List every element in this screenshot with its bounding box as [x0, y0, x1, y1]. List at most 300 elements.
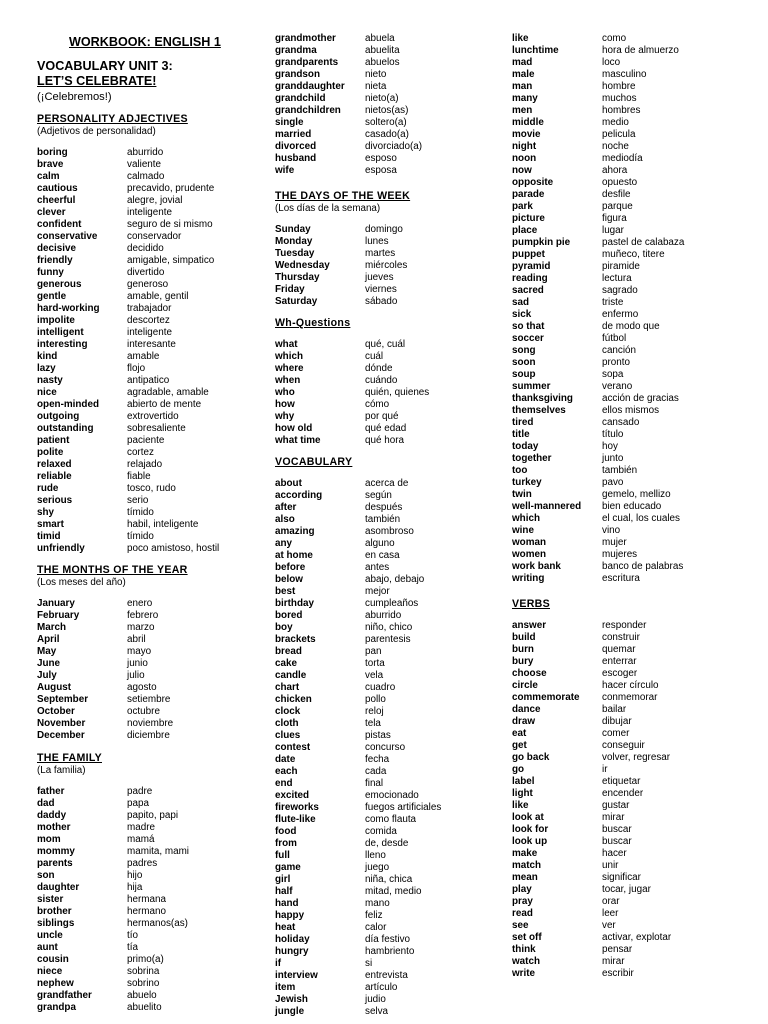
spanish-translation: antipatico: [127, 375, 170, 386]
spanish-translation: responder: [602, 620, 647, 631]
english-word: reading: [512, 273, 548, 284]
spanish-translation: aburrido: [365, 610, 402, 621]
english-word: today: [512, 441, 539, 452]
english-word: which: [275, 351, 303, 362]
english-word: mommy: [37, 846, 75, 857]
vocab-row: [37, 798, 237, 810]
spanish-translation: buscar: [602, 824, 632, 835]
english-word: light: [512, 788, 533, 799]
spanish-translation: alguno: [365, 538, 395, 549]
vocab-row: [512, 393, 762, 405]
vocab-row: [37, 423, 237, 435]
vocab-row: [275, 946, 505, 958]
spanish-translation: tela: [365, 718, 381, 729]
english-word: March: [37, 622, 67, 633]
spanish-translation: loco: [602, 57, 621, 68]
vocab-row: [512, 944, 762, 956]
vocab-row: [512, 956, 762, 968]
english-word: chart: [275, 682, 300, 693]
english-word: decisive: [37, 243, 76, 254]
english-word: interview: [275, 970, 318, 981]
vocab-row: [275, 790, 505, 802]
vocab-row: [37, 966, 237, 978]
vocab-row: [512, 33, 762, 45]
spanish-translation: amigable, simpatico: [127, 255, 215, 266]
english-word: birthday: [275, 598, 314, 609]
vocab-row: [275, 670, 505, 682]
vocab-row: [37, 279, 237, 291]
english-word: single: [275, 117, 304, 128]
english-word: bread: [275, 646, 302, 657]
spanish-translation: qué, cuál: [365, 339, 406, 350]
english-word: boy: [275, 622, 293, 633]
spanish-translation: martes: [365, 248, 396, 259]
spanish-translation: final: [365, 778, 384, 789]
spanish-translation: miércoles: [365, 260, 408, 271]
spanish-translation: lectura: [602, 273, 632, 284]
english-word: holiday: [275, 934, 310, 945]
vocab-row: [37, 303, 237, 315]
vocab-row: [275, 874, 505, 886]
spanish-translation: amable: [127, 351, 160, 362]
spanish-translation: hambriento: [365, 946, 415, 957]
spanish-translation: hacer: [602, 848, 627, 859]
vocab-row: [37, 291, 237, 303]
spanish-translation: encender: [602, 788, 644, 799]
spanish-translation: medio: [602, 117, 629, 128]
spanish-translation: ahora: [602, 165, 628, 176]
vocab-row: [275, 224, 505, 236]
word-list-family-continued: [275, 33, 505, 177]
english-word: girl: [275, 874, 291, 885]
vocab-row: [512, 429, 762, 441]
english-word: clock: [275, 706, 301, 717]
spanish-translation: enterrar: [602, 656, 637, 667]
spanish-translation: noche: [602, 141, 629, 152]
vocab-row: [275, 706, 505, 718]
section-subheading-days: (Los días de la semana): [275, 203, 381, 214]
english-word: puppet: [512, 249, 545, 260]
vocab-row: [275, 754, 505, 766]
english-word: February: [37, 610, 80, 621]
vocab-row: [512, 285, 762, 297]
vocab-row: [37, 255, 237, 267]
english-word: who: [275, 387, 295, 398]
spanish-translation: día festivo: [365, 934, 411, 945]
english-word: flute-like: [275, 814, 316, 825]
spanish-translation: mirar: [602, 956, 625, 967]
vocab-row: [275, 694, 505, 706]
vocab-row: [512, 105, 762, 117]
vocab-row: [275, 586, 505, 598]
spanish-translation: sobresaliente: [127, 423, 186, 434]
vocab-row: [37, 171, 237, 183]
vocab-row: [37, 519, 237, 531]
spanish-translation: título: [602, 429, 624, 440]
vocab-row: [275, 730, 505, 742]
vocab-row: [37, 682, 237, 694]
spanish-translation: opuesto: [602, 177, 638, 188]
vocab-row: [275, 610, 505, 622]
vocab-row: [512, 441, 762, 453]
english-word: like: [512, 800, 529, 811]
vocab-row: [37, 375, 237, 387]
spanish-translation: concurso: [365, 742, 406, 753]
english-word: soup: [512, 369, 536, 380]
vocab-row: [275, 898, 505, 910]
vocab-row: [512, 716, 762, 728]
vocab-row: [512, 165, 762, 177]
vocab-row: [37, 315, 237, 327]
english-word: September: [37, 694, 89, 705]
vocab-row: [512, 632, 762, 644]
english-word: below: [275, 574, 303, 585]
english-word: interesting: [37, 339, 88, 350]
spanish-translation: cansado: [602, 417, 640, 428]
spanish-translation: quién, quienes: [365, 387, 430, 398]
spanish-translation: tío: [127, 930, 138, 941]
english-word: clues: [275, 730, 301, 741]
vocab-row: [512, 57, 762, 69]
spanish-translation: fecha: [365, 754, 390, 765]
spanish-translation: conservador: [127, 231, 182, 242]
spanish-translation: etiquetar: [602, 776, 641, 787]
english-word: many: [512, 93, 538, 104]
spanish-translation: junio: [127, 658, 148, 669]
spanish-translation: mamita, mami: [127, 846, 189, 857]
vocab-row: [512, 513, 762, 525]
english-word: pumpkin pie: [512, 237, 571, 248]
english-word: Wednesday: [275, 260, 330, 271]
english-word: commemorate: [512, 692, 580, 703]
english-word: uncle: [37, 930, 63, 941]
english-word: married: [275, 129, 312, 140]
english-word: November: [37, 718, 86, 729]
vocab-row: [37, 870, 237, 882]
spanish-translation: domingo: [365, 224, 403, 235]
vocab-row: [275, 117, 505, 129]
english-word: song: [512, 345, 536, 356]
english-word: grandchildren: [275, 105, 341, 116]
english-word: outgoing: [37, 411, 80, 422]
english-word: why: [275, 411, 295, 422]
english-word: granddaughter: [275, 81, 345, 92]
spanish-translation: mayo: [127, 646, 152, 657]
spanish-translation: cómo: [365, 399, 390, 410]
unit-title-line2: LET’S CELEBRATE!: [37, 74, 157, 88]
english-word: lazy: [37, 363, 56, 374]
english-word: think: [512, 944, 536, 955]
english-word: niece: [37, 966, 63, 977]
vocab-row: [37, 918, 237, 930]
spanish-translation: volver, regresar: [602, 752, 671, 763]
english-word: sacred: [512, 285, 544, 296]
vocab-row: [512, 453, 762, 465]
spanish-translation: mediodía: [602, 153, 643, 164]
vocab-row: [275, 69, 505, 81]
english-word: read: [512, 908, 533, 919]
spanish-translation: hombres: [602, 105, 641, 116]
vocab-row: [37, 942, 237, 954]
vocab-row: [512, 117, 762, 129]
english-word: wife: [275, 165, 295, 176]
vocab-row: [512, 740, 762, 752]
vocab-row: [275, 387, 505, 399]
english-word: boring: [37, 147, 68, 158]
english-word: circle: [512, 680, 538, 691]
vocab-row: [275, 435, 505, 447]
english-word: where: [275, 363, 304, 374]
english-word: siblings: [37, 918, 75, 929]
spanish-translation: desfile: [602, 189, 631, 200]
english-word: bury: [512, 656, 534, 667]
vocab-row: [512, 668, 762, 680]
vocab-row: [37, 495, 237, 507]
english-word: amazing: [275, 526, 315, 537]
vocab-row: [275, 411, 505, 423]
english-word: friendly: [37, 255, 73, 266]
english-word: sick: [512, 309, 532, 320]
english-word: twin: [512, 489, 532, 500]
english-word: daddy: [37, 810, 67, 821]
english-word: parade: [512, 189, 545, 200]
vocab-row: [512, 333, 762, 345]
spanish-translation: también: [602, 465, 638, 476]
english-word: December: [37, 730, 85, 741]
spanish-translation: ir: [602, 764, 608, 775]
english-word: turkey: [512, 477, 542, 488]
english-word: nice: [37, 387, 57, 398]
vocab-row: [37, 435, 237, 447]
spanish-translation: vino: [602, 525, 621, 536]
vocab-row: [37, 447, 237, 459]
english-word: mad: [512, 57, 533, 68]
vocab-row: [512, 824, 762, 836]
vocab-row: [512, 525, 762, 537]
vocab-row: [275, 970, 505, 982]
spanish-translation: seguro de si mismo: [127, 219, 213, 230]
spanish-translation: canción: [602, 345, 637, 356]
vocab-row: [275, 634, 505, 646]
spanish-translation: divertido: [127, 267, 165, 278]
english-word: pyramid: [512, 261, 551, 272]
spanish-translation: habil, inteligente: [127, 519, 199, 530]
vocab-row: [512, 237, 762, 249]
vocab-row: [37, 411, 237, 423]
vocab-row: [275, 538, 505, 550]
spanish-translation: dónde: [365, 363, 393, 374]
vocab-row: [37, 387, 237, 399]
vocab-row: [37, 183, 237, 195]
vocab-row: [37, 598, 237, 610]
spanish-translation: interesante: [127, 339, 176, 350]
vocab-row: [37, 459, 237, 471]
english-word: movie: [512, 129, 541, 140]
spanish-translation: hoy: [602, 441, 618, 452]
english-word: July: [37, 670, 57, 681]
spanish-translation: niño, chico: [365, 622, 413, 633]
spanish-translation: escoger: [602, 668, 638, 679]
english-word: match: [512, 860, 542, 871]
spanish-translation: bien educado: [602, 501, 662, 512]
vocab-row: [37, 706, 237, 718]
spanish-translation: tocar, jugar: [602, 884, 651, 895]
english-word: polite: [37, 447, 64, 458]
vocab-row: [512, 549, 762, 561]
spanish-translation: hermano: [127, 906, 166, 917]
vocab-row: [512, 968, 762, 980]
section-subheading-family: (La familia): [37, 765, 86, 776]
english-word: brackets: [275, 634, 316, 645]
vocab-row: [512, 129, 762, 141]
vocab-row: [512, 489, 762, 501]
vocab-row: [512, 920, 762, 932]
english-word: nasty: [37, 375, 63, 386]
vocab-row: [37, 906, 237, 918]
spanish-translation: febrero: [127, 610, 159, 621]
english-word: clever: [37, 207, 66, 218]
vocab-row: [512, 896, 762, 908]
english-word: choose: [512, 668, 547, 679]
english-word: go back: [512, 752, 550, 763]
english-word: cloth: [275, 718, 299, 729]
vocab-row: [37, 990, 237, 1002]
spanish-translation: comida: [365, 826, 397, 837]
spanish-translation: gemelo, mellizo: [602, 489, 671, 500]
spanish-translation: gustar: [602, 800, 630, 811]
english-word: May: [37, 646, 57, 657]
spanish-translation: conseguir: [602, 740, 645, 751]
spanish-translation: papito, papi: [127, 810, 179, 821]
vocab-row: [37, 399, 237, 411]
spanish-translation: hacer círculo: [602, 680, 659, 691]
vocab-row: [275, 93, 505, 105]
english-word: themselves: [512, 405, 566, 416]
english-word: generous: [37, 279, 82, 290]
vocab-row: [275, 129, 505, 141]
english-word: set off: [512, 932, 542, 943]
spanish-translation: calor: [365, 922, 387, 933]
english-word: cousin: [37, 954, 69, 965]
english-word: calm: [37, 171, 60, 182]
spanish-translation: activar, explotar: [602, 932, 672, 943]
vocab-row: [37, 159, 237, 171]
vocab-row: [512, 884, 762, 896]
english-word: heat: [275, 922, 296, 933]
spanish-translation: hora de almuerzo: [602, 45, 679, 56]
spanish-translation: tosco, rudo: [127, 483, 176, 494]
vocab-row: [512, 656, 762, 668]
vocab-row: [37, 351, 237, 363]
english-word: parents: [37, 858, 73, 869]
spanish-translation: fiable: [127, 471, 151, 482]
english-word: dad: [37, 798, 55, 809]
spanish-translation: también: [365, 514, 401, 525]
english-word: August: [37, 682, 72, 693]
english-word: if: [275, 958, 282, 969]
english-word: bored: [275, 610, 303, 621]
vocab-row: [37, 694, 237, 706]
word-list-verbs: [512, 620, 762, 980]
vocab-row: [37, 531, 237, 543]
spanish-translation: amable, gentil: [127, 291, 189, 302]
spanish-translation: qué hora: [365, 435, 404, 446]
vocab-row: [37, 978, 237, 990]
spanish-translation: esposa: [365, 165, 397, 176]
vocab-row: [512, 465, 762, 477]
vocab-row: [512, 297, 762, 309]
vocab-row: [512, 501, 762, 513]
english-word: husband: [275, 153, 317, 164]
vocab-row: [275, 574, 505, 586]
spanish-translation: significar: [602, 872, 641, 883]
english-word: pray: [512, 896, 533, 907]
vocab-row: [512, 477, 762, 489]
english-word: lunchtime: [512, 45, 559, 56]
english-word: half: [275, 886, 293, 897]
section-heading-wh-questions: Wh-Questions: [275, 317, 351, 329]
spanish-translation: quemar: [602, 644, 636, 655]
spanish-translation: tímido: [127, 531, 154, 542]
spanish-translation: mamá: [127, 834, 155, 845]
english-word: any: [275, 538, 293, 549]
spanish-translation: nieto(a): [365, 93, 399, 104]
english-word: male: [512, 69, 535, 80]
english-word: Tuesday: [275, 248, 315, 259]
spanish-translation: pistas: [365, 730, 391, 741]
vocab-row: [275, 81, 505, 93]
english-word: outstanding: [37, 423, 94, 434]
section-heading-days: THE DAYS OF THE WEEK: [275, 190, 411, 202]
vocab-row: [37, 622, 237, 634]
english-word: together: [512, 453, 552, 464]
spanish-translation: octubre: [127, 706, 160, 717]
spanish-translation: ver: [602, 920, 616, 931]
english-word: grandparents: [275, 57, 339, 68]
spanish-translation: aburrido: [127, 147, 164, 158]
english-word: conservative: [37, 231, 98, 242]
vocab-row: [512, 225, 762, 237]
spanish-translation: si: [365, 958, 373, 969]
word-list-vocabulary-continued: [512, 33, 762, 585]
english-word: about: [275, 478, 302, 489]
vocab-row: [512, 213, 762, 225]
spanish-translation: de modo que: [602, 321, 660, 332]
english-word: mom: [37, 834, 61, 845]
section-heading-family: THE FAMILY: [37, 752, 102, 764]
vocab-row: [37, 930, 237, 942]
vocab-row: [512, 141, 762, 153]
spanish-translation: cuándo: [365, 375, 398, 386]
spanish-translation: abuelo: [127, 990, 157, 1001]
vocab-row: [275, 994, 505, 1006]
spanish-translation: construir: [602, 632, 640, 643]
vocab-row: [512, 908, 762, 920]
vocab-row: [37, 327, 237, 339]
spanish-translation: según: [365, 490, 392, 501]
vocab-row: [275, 57, 505, 69]
spanish-translation: sobrina: [127, 966, 160, 977]
vocab-row: [275, 850, 505, 862]
spanish-translation: enfermo: [602, 309, 639, 320]
spanish-translation: artículo: [365, 982, 398, 993]
spanish-translation: viernes: [365, 284, 397, 295]
vocab-row: [512, 932, 762, 944]
word-list-personality: [37, 147, 237, 555]
spanish-translation: fútbol: [602, 333, 627, 344]
spanish-translation: diciembre: [127, 730, 170, 741]
vocab-row: [512, 644, 762, 656]
